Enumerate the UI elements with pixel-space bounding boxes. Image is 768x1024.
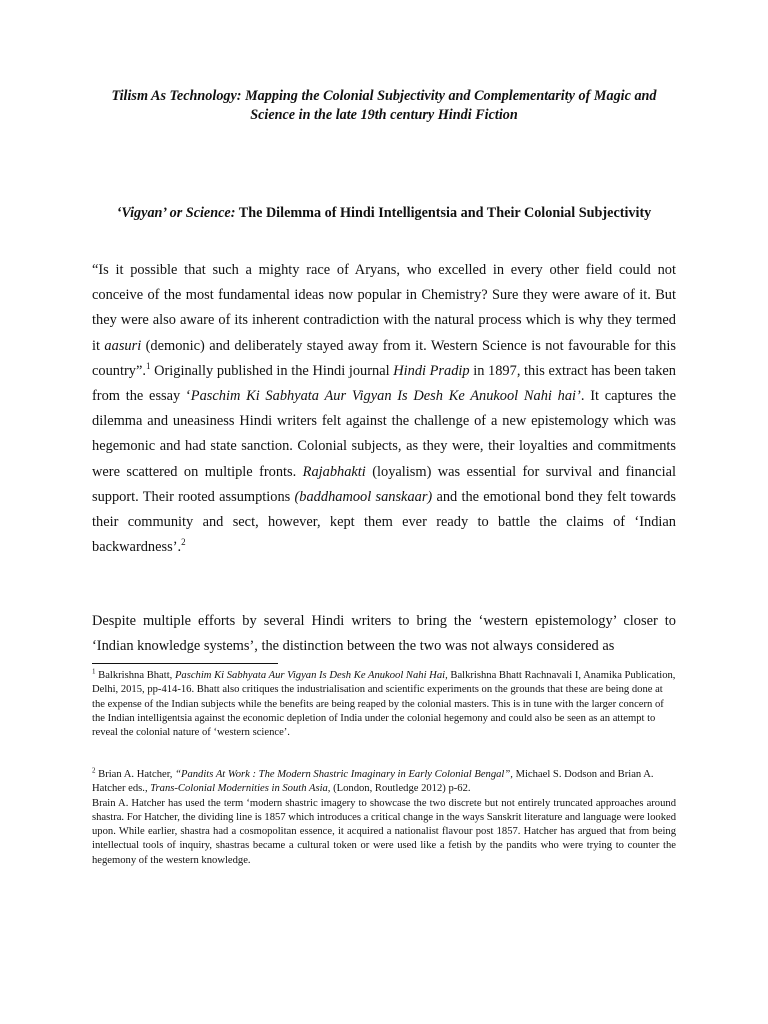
section-heading (92, 203, 676, 224)
text-run: (loyalism) was essential for survival and financial support. Their rooted assumptions (92, 463, 676, 505)
text-run: Balkrishna Bhatt Rachnavali I, Anamika Publication, Delhi, 2015, pp-414-16. Bhatt also critiques the industrialisation and scientific experiments on the grounds that these are being done at the expense of the Indian subjects while the benefits are being reaped by the colonial masters. This is in tune with the larger concern of the Indian intelligentsia against the economic depletion of India under the colonial hegemony and could also be seen as an attempt to reveal the colonial nature of ‘western science’. (92, 670, 676, 739)
italic-term: Hindi Pradip (393, 362, 470, 379)
italic-term: Paschim Ki Sabhyata Aur Vigyan Is Desh Ke Anukool Nahi hai’ (190, 388, 581, 405)
text-run: (London, Routledge 2012) p-62. (330, 783, 471, 795)
footnote-separator (92, 663, 278, 664)
footnote-2-citation (92, 768, 676, 797)
paper-title: Tilism As Technology: Mapping the Colonial Subjectivity and Complementarity of Magic and Science in the late 19th century Hindi Fiction (111, 88, 657, 123)
footnote-number: 1 (92, 667, 96, 676)
text-run: Originally published in the Hindi journal (150, 362, 394, 379)
footnote-2-commentary: Brain A. Hatcher has used the term ‘modern shastric imagery to showcase the two discrete but not entirely truncated approaches around shastra. For Hatcher, the dividing line is 1857 which introduces a critical change in the ways Sanskrit literature and language were looked upon. While earlier, shastra had a cosmopolitan essence, it acquired a nationalist flavour post 1857. Hatcher has argued that from being intellectual tools of inquiry, shastras became a cultural token or were used like a fetish by the pandits who were trying to counter the hegemony of the western knowledge. (92, 797, 676, 866)
italic-term: Trans-Colonial Modernities in South Asia, (150, 783, 331, 795)
text-run: . It captures the dilemma and uneasiness Hindi writers felt against the challenge of a new epistemology which was hegemonic and had state sanction. Colonial subjects, as they were, their loyalties and commitments were scattered on multiple fronts. (92, 388, 677, 480)
footnote-number: 2 (92, 766, 96, 775)
footnote-2 (92, 768, 676, 868)
text-run: and the emotional bond they felt towards their community and sect, however, kept them ever ready to battle the claims of ‘Indian backwardness’. (92, 488, 676, 556)
text-run: “Is it possible that such a mighty race of Aryans, who excelled in every other field could not conceive of the most fundamental ideas now popular in Chemistry? Sure they were aware of it. But they were also aware of its inherent contradiction with the natural process which is why they termed it (92, 262, 676, 354)
footnote-ref-2[interactable]: 2 (181, 537, 186, 548)
italic-term: Rajabhakti (302, 463, 366, 480)
text-run: Brian A. Hatcher, (95, 769, 176, 780)
text-run: in 1897, this extract has been taken from the essay ‘ (92, 362, 676, 405)
italic-term: (baddhamool sanskaar) (294, 488, 433, 505)
body-paragraph-1 (92, 258, 676, 560)
footnote-1 (92, 669, 676, 740)
italic-term: Paschim Ki Sabhyata Aur Vigyan Is Desh Ke Anukool Nahi Hai, (174, 670, 448, 681)
text-run: Michael S. Dodson and Brian A. Hatcher eds., (92, 769, 654, 795)
body-paragraph-2: Despite multiple efforts by several Hindi writers to bring the ‘western epistemology’ closer to ‘Indian knowledge systems’, the distinction between the two was not always considered as (92, 613, 676, 655)
section-heading-italic: ‘Vigyan’ or Science: (116, 205, 236, 221)
footnote-ref-1[interactable]: 1 (145, 361, 151, 372)
text-run: (demonic) and deliberately stayed away from it. Western Science is not favourable for this country”. (92, 337, 676, 379)
section-heading-rest: The Dilemma of Hindi Intelligentsia and Their Colonial Subjectivity (235, 205, 652, 221)
italic-term: “Pandits At Work : The Modern Shastric Imaginary in Early Colonial Bengal”, (175, 769, 513, 780)
text-run: Balkrishna Bhatt, (95, 670, 175, 681)
italic-term: aasuri (104, 337, 142, 354)
